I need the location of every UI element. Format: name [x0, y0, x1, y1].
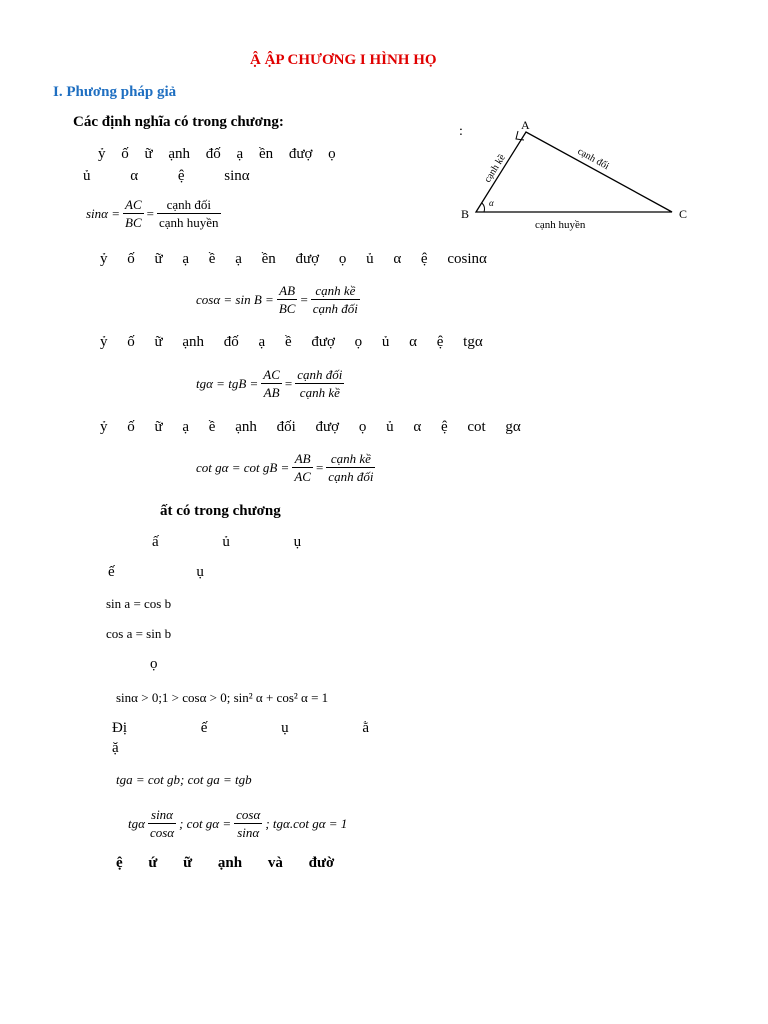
- vertex-a-label: A: [521, 118, 530, 132]
- equation-tg-cotg: tga = cot gb; cot ga = tgb: [116, 772, 252, 787]
- formula-sin-den2: cạnh huyền: [159, 215, 219, 230]
- formula-ratio-lhs: tgα: [128, 815, 145, 831]
- formula-cotg: cot gα = cot gB = $\frac{AB}{AC}$ = $\frac{\text{cạnh kề}}{\text{cạnh đối}}$: [196, 451, 374, 484]
- definitions-heading: Các định nghĩa có trong chương:: [73, 114, 284, 130]
- formula-cos-num1: AB: [277, 282, 298, 300]
- formula-ratio-num1: sinα: [148, 806, 176, 824]
- formula-tg-lhs: tgα = tgB =: [196, 375, 259, 391]
- property-line-2: ế ụ: [108, 564, 204, 580]
- angle-arc: [482, 203, 484, 212]
- property-line-3: ọ: [150, 656, 158, 672]
- definition-line-sin-2: ủ α ệ sinα: [83, 168, 250, 184]
- formula-sin: sinα = $\frac{AC}{BC}$ = $\frac{\text{cạnh đối}}{\text{cạnh huyền}}$: [86, 197, 219, 230]
- formula-ratio-rhs: ; tgα.cot gα = 1: [265, 815, 348, 831]
- formula-cos-den1: BC: [278, 301, 296, 316]
- formula-cos-den2: cạnh đối: [312, 301, 358, 316]
- formula-ratio-mid: ; cot gα =: [179, 815, 232, 831]
- diagram-colon: :: [459, 124, 463, 139]
- equation-cos-sin: cos a = sin b: [106, 626, 172, 641]
- vertex-b-label: B: [461, 207, 470, 221]
- formula-sin-num1: AC: [125, 197, 142, 212]
- definition-line-tg: ỷ ố ữ ạnh đố ạ ề đượ ọ ủ α ệ tgα: [100, 334, 483, 350]
- formula-cos: cosα = sin B = $\frac{AB}{BC}$ = $\frac{\text{cạnh kề}}{\text{cạnh đối}}$: [196, 283, 358, 316]
- formula-ratio-num2: cosα: [236, 807, 261, 822]
- right-triangle-diagram: [455, 115, 695, 240]
- formula-tg-den2: cạnh kề: [299, 385, 340, 400]
- page-title: Ậ ẬP CHƯƠNG I HÌNH HỌ: [250, 52, 437, 68]
- formula-cotg-num1: AB: [292, 450, 313, 468]
- formula-cos-num2: cạnh kề: [311, 282, 360, 300]
- property-line-4: Đị ế ụ ằ: [112, 720, 370, 736]
- formula-tg-num1: AC: [263, 367, 280, 382]
- formula-tg-num2: cạnh đối: [297, 367, 343, 382]
- formula-tg-den1: AB: [263, 385, 280, 400]
- formula-cotg-num2: cạnh kề: [326, 450, 375, 468]
- formula-tg-cotg-ratio: [128, 806, 347, 841]
- hypotenuse-label: cạnh huyền: [535, 219, 586, 231]
- right-angle-mark: [516, 131, 524, 140]
- formula-sin-den1: BC: [125, 215, 142, 230]
- formula-cotg-den2: cạnh đối: [328, 469, 374, 484]
- definition-line-cos: ỷ ố ữ ạ ề ạ ền đượ ọ ủ α ệ cosinα: [100, 251, 487, 267]
- formula-sin-num2: cạnh đối: [157, 196, 221, 214]
- property-line-4b: ặ: [112, 740, 119, 756]
- definition-line-cotg: ỷ ố ữ ạ ề ạnh đối đượ ọ ủ α ệ cot gα: [100, 419, 521, 435]
- formula-tg: tgα = tgB = $\frac{AC}{AB}$ = $\frac{\text{cạnh đối}}{\text{cạnh kề}}$: [196, 367, 343, 400]
- triangle-shape: [476, 132, 672, 212]
- relation-heading: ệ ứ ữ ạnh và đườ: [116, 855, 335, 871]
- angle-label: α: [489, 198, 494, 208]
- formula-ratio-den2: sinα: [237, 825, 260, 840]
- opposite-side-label: cạnh đối: [575, 146, 611, 173]
- adjacent-side-label: cạnh kề: [482, 152, 508, 185]
- property-line-1: ấ ủ ụ: [152, 534, 302, 550]
- equation-sin-cos: sin a = cos b: [106, 596, 172, 611]
- formula-cotg-den1: AC: [294, 469, 311, 484]
- definition-line-sin-1: ỷ ố ữ ạnh đố ạ ền đượ ọ: [98, 146, 336, 162]
- formula-cos-lhs: cosα = sin B =: [196, 291, 274, 307]
- section-heading: I. Phương pháp giả: [53, 84, 177, 100]
- formula-sin-lhs: sinα =: [86, 205, 121, 221]
- properties-heading: ất có trong chương: [160, 503, 281, 519]
- formula-ratio-den1: cosα: [149, 825, 175, 840]
- formula-cotg-lhs: cot gα = cot gB =: [196, 459, 290, 475]
- equation-bounds: sinα > 0;1 > cosα > 0; sin² α + cos² α = 1: [116, 690, 329, 705]
- vertex-c-label: C: [679, 207, 688, 221]
